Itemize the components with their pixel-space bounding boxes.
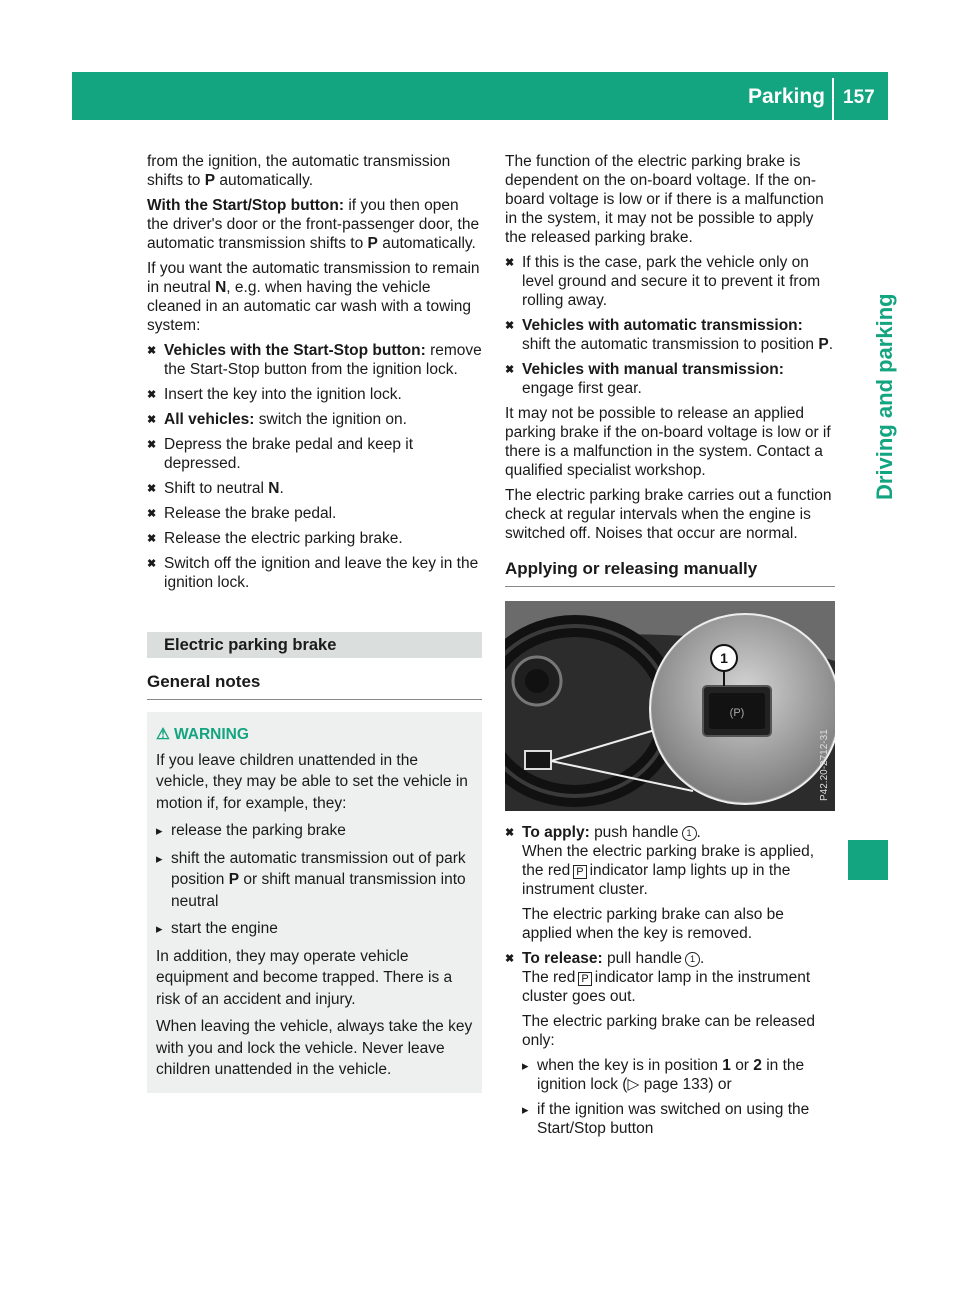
step-item: ✖ Shift to neutral N. bbox=[147, 479, 482, 498]
page-number: 157 bbox=[843, 87, 875, 108]
step-item: ✖ Vehicles with manual transmission: engage first gear. bbox=[505, 360, 835, 398]
step-item: ✖ If this is the case, park the vehicle only on level ground and secure it to prevent it from rolling away. bbox=[505, 253, 835, 310]
parking-brake-indicator-icon: P bbox=[573, 865, 586, 879]
side-chapter-text: Driving and parking bbox=[872, 293, 897, 500]
warning-bullet: ▸ shift the automatic transmission out of park position P or shift manual transmission into neutral bbox=[156, 848, 474, 913]
callout-ref: 1 bbox=[685, 952, 700, 967]
left-column bbox=[147, 152, 482, 1093]
warning-text: If you leave children unattended in the vehicle, they may be able to set the vehicle in motion if, for example, they: bbox=[156, 751, 468, 812]
step-item: ✖ Depress the brake pedal and keep it depressed. bbox=[147, 435, 482, 473]
dashboard-illustration bbox=[505, 601, 835, 811]
release-condition: ▸ if the ignition was switched on using the Start/Stop button bbox=[522, 1100, 835, 1138]
step-item: ✖ To apply: push handle 1 . When the electric parking brake is applied, the red P indicator lamp lights up in the instrument cluster. The electric parking brake can also be applied when the key is removed. bbox=[505, 823, 835, 943]
release-condition: ▸ when the key is in position 1 or 2 in the ignition lock (▷ page 133) or bbox=[522, 1056, 835, 1094]
photo-code: P42.20-2712-31 bbox=[819, 729, 830, 801]
step-item: ✖ To release: pull handle 1 . The red P indicator lamp in the instrument cluster goes out. The electric parking brake can be released only: ▸ when the key is in position 1 or 2 in the ignition lock (▷ page 133) or ▸ if the ignition was switched on using the Start/Stop button bbox=[505, 949, 835, 1138]
right-column bbox=[505, 152, 835, 1144]
step-item: ✖ Release the electric parking brake. bbox=[147, 529, 482, 548]
step-item: ✖ All vehicles: switch the ignition on. bbox=[147, 410, 482, 429]
warning-title: ⚠ WARNING bbox=[156, 724, 474, 746]
warning-bullet: ▸ release the parking brake bbox=[156, 820, 474, 842]
header-divider bbox=[832, 78, 834, 120]
step-item: ✖ Release the brake pedal. bbox=[147, 504, 482, 523]
paragraph: from the ignition, the automatic transmission shifts to P automatically. bbox=[147, 153, 451, 189]
subsection-heading: General notes bbox=[147, 672, 482, 700]
callout-number: 1 bbox=[720, 650, 728, 666]
step-item: ✖ Vehicles with the Start-Stop button: remove the Start-Stop button from the ignition lock. bbox=[147, 341, 482, 379]
page-reference-link[interactable]: page 133) or bbox=[643, 1076, 732, 1093]
warning-triangle-icon: ⚠ bbox=[156, 726, 170, 743]
paragraph: With the Start/Stop button: if you then open the driver's door or the front-passenger door, the automatic transmission shifts to P automatically. bbox=[147, 197, 480, 252]
section-heading: Electric parking brake bbox=[147, 632, 482, 658]
step-item: ✖ Vehicles with automatic transmission: shift the automatic transmission to position P. bbox=[505, 316, 835, 354]
chapter-marker bbox=[848, 840, 888, 880]
page-section-title: Parking bbox=[747, 85, 825, 108]
warning-bullet: ▸ start the engine bbox=[156, 918, 474, 940]
paragraph: It may not be possible to release an applied parking brake if the on-board voltage is low or if there is a malfunction in the system. Contact a qualified specialist workshop. bbox=[505, 405, 831, 479]
svg-text:(P): (P) bbox=[729, 707, 745, 719]
subsection-heading: Applying or releasing manually bbox=[505, 559, 835, 587]
parking-brake-photo bbox=[505, 601, 835, 811]
paragraph: The function of the electric parking brake is dependent on the on-board voltage. If the on-board voltage is low or if there is a malfunction in the system, it may not be possible to apply the released parking brake. bbox=[505, 153, 824, 246]
parking-brake-indicator-icon: P bbox=[578, 972, 591, 986]
warning-text: When leaving the vehicle, always take the key with you and lock the vehicle. Never leave children unattended in the vehicle. bbox=[156, 1018, 473, 1078]
page-reference-arrow-icon: ▷ bbox=[627, 1076, 640, 1093]
paragraph: The electric parking brake carries out a function check at regular intervals when the engine is switched off. Noises that occur are normal. bbox=[505, 487, 832, 542]
callout-ref: 1 bbox=[682, 826, 697, 841]
warning-text: In addition, they may operate vehicle equipment and become trapped. There is a risk of an accident and injury. bbox=[156, 947, 453, 1008]
warning-box bbox=[147, 712, 482, 1093]
step-item: ✖ Insert the key into the ignition lock. bbox=[147, 385, 482, 404]
step-item: ✖ Switch off the ignition and leave the key in the ignition lock. bbox=[147, 554, 482, 592]
paragraph: If you want the automatic transmission to remain in neutral N, e.g. when having the vehicle cleaned in an automatic car wash with a towing system: bbox=[147, 260, 480, 334]
